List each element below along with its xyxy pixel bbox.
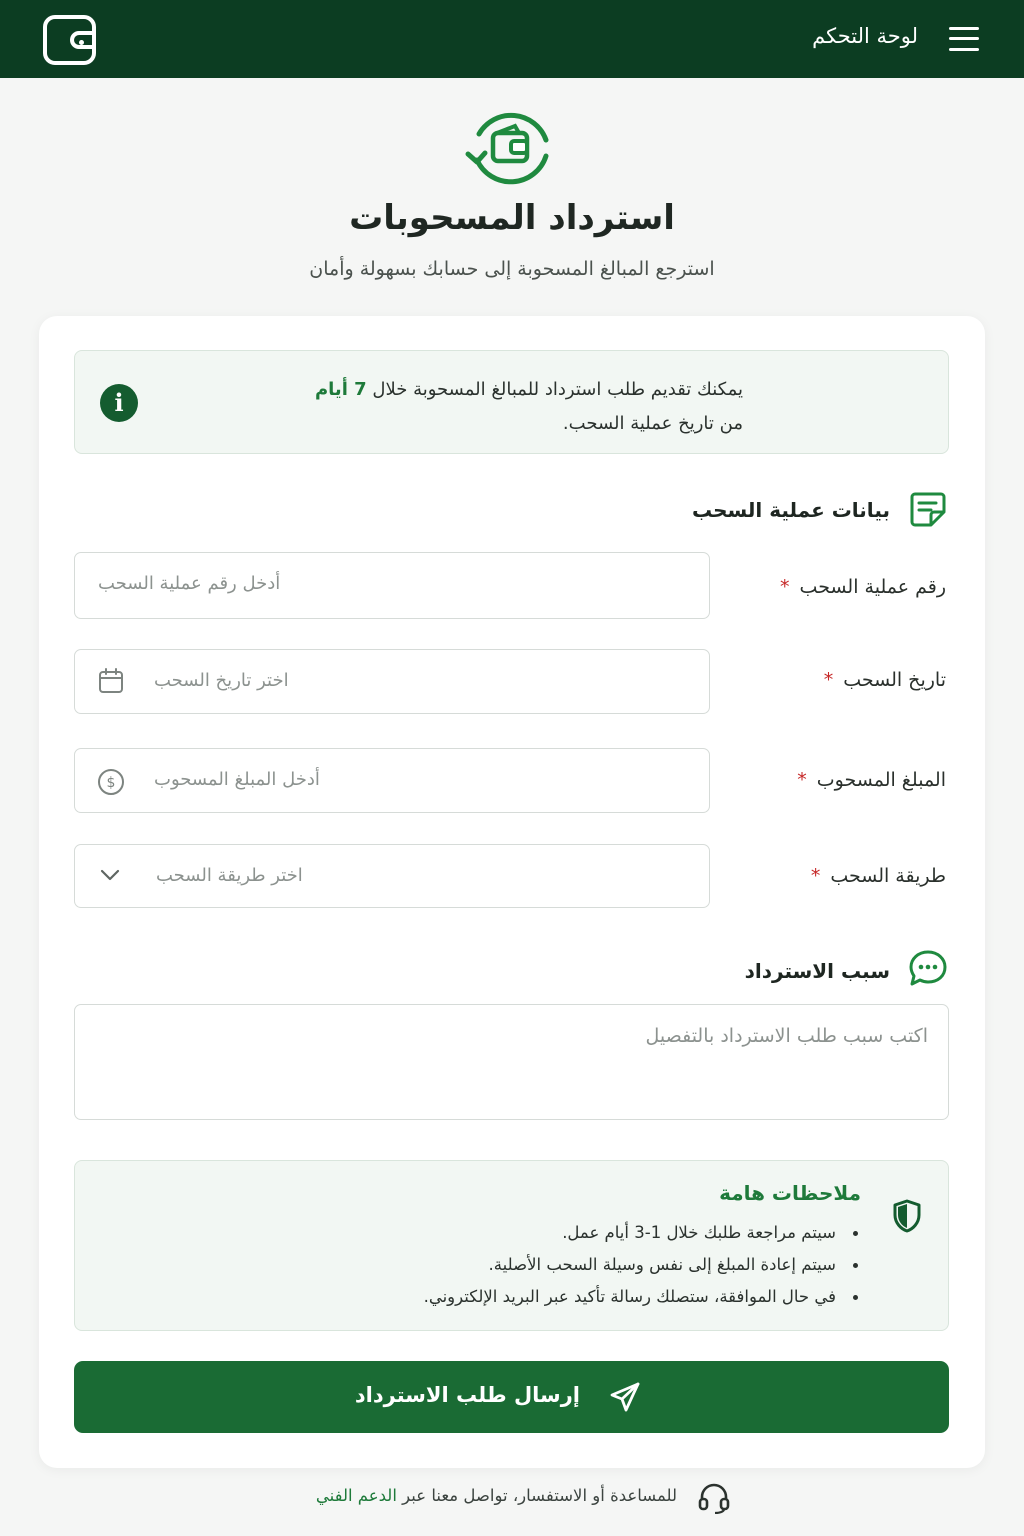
refund-reason-placeholder: اكتب سبب طلب الاسترداد بالتفصيل [645, 1025, 928, 1047]
notes-title: ملاحظات هامة [719, 1181, 861, 1205]
support-footer [316, 1486, 677, 1505]
withdrawal-date-picker[interactable] [74, 649, 710, 714]
withdrawal-method-label-text: طريقة السحب [830, 865, 946, 887]
important-notes [74, 1160, 949, 1331]
required-marker: * [810, 865, 821, 887]
withdrawal-number-label-text: رقم عملية السحب [799, 576, 946, 598]
wallet-logo-clasp [70, 31, 96, 49]
note-item: في حال الموافقة، ستصلك رسالة تأكيد عبر البريد الإلكتروني. [424, 1281, 858, 1313]
note-item: سيتم مراجعة طلبك خلال 1-3 أيام عمل. [424, 1217, 858, 1249]
withdrawal-method-select[interactable] [74, 844, 710, 908]
wallet-logo-dot [79, 40, 84, 45]
chevron-down-icon[interactable] [99, 867, 121, 883]
hamburger-menu-icon[interactable] [949, 27, 979, 51]
notes-list [424, 1217, 858, 1313]
page-title: استرداد المسحوبات [349, 198, 675, 238]
info-highlight: 7 أيام [314, 379, 367, 400]
wallet-refresh-icon [463, 104, 555, 192]
info-notice [74, 350, 949, 454]
info-icon: i [100, 384, 138, 422]
withdrawal-amount-input[interactable] [74, 748, 710, 813]
dollar-circle-icon [97, 768, 125, 796]
withdrawal-number-placeholder: أدخل رقم عملية السحب [98, 573, 281, 594]
withdrawal-date-label [824, 669, 946, 691]
send-icon [609, 1381, 641, 1413]
dashboard-title[interactable]: لوحة التحكم [812, 24, 918, 48]
withdrawal-date-placeholder: اختر تاريخ السحب [154, 670, 289, 691]
required-marker: * [797, 769, 807, 791]
withdrawal-amount-label [797, 769, 946, 791]
withdrawal-number-label [780, 576, 946, 598]
chat-bubble-icon [908, 949, 948, 987]
withdrawal-date-label-text: تاريخ السحب [843, 669, 946, 691]
page-subtitle: استرجع المبالغ المسحوبة إلى حسابك بسهولة وأمان [309, 258, 715, 280]
withdrawal-amount-placeholder: أدخل المبلغ المسحوب [154, 769, 320, 790]
info-text [273, 373, 743, 441]
refund-reason-section-title: سبب الاسترداد [744, 959, 890, 983]
svg-text:$: $ [106, 775, 116, 791]
required-marker: * [823, 669, 834, 691]
submit-button-label: إرسال طلب الاسترداد [354, 1383, 580, 1407]
note-item: سيتم إعادة المبلغ إلى نفس وسيلة السحب الأصلية. [424, 1249, 858, 1281]
withdrawal-number-input[interactable] [74, 552, 710, 619]
technical-support-link[interactable]: الدعم الفني [315, 1486, 397, 1505]
top-bar [0, 0, 1024, 78]
refund-reason-textarea[interactable] [74, 1004, 949, 1120]
withdrawal-section-title: بيانات عملية السحب [691, 498, 890, 522]
calendar-icon[interactable] [98, 668, 124, 694]
required-marker: * [780, 576, 790, 598]
shield-icon [892, 1199, 922, 1233]
wallet-logo-icon[interactable] [43, 15, 96, 65]
info-text-main: يمكنك تقديم طلب استرداد للمبالغ المسحوبة خلال [372, 379, 743, 400]
document-icon [909, 490, 947, 528]
withdrawal-amount-label-text: المبلغ المسحوب [816, 769, 946, 791]
withdrawal-method-placeholder: اختر طريقة السحب [156, 865, 303, 886]
headset-icon [697, 1482, 731, 1514]
footer-text: للمساعدة أو الاستفسار، تواصل معنا عبر [402, 1486, 677, 1505]
withdrawal-method-label [811, 865, 946, 887]
submit-refund-button[interactable] [74, 1361, 949, 1433]
info-text-end: من تاريخ عملية السحب. [562, 413, 743, 434]
